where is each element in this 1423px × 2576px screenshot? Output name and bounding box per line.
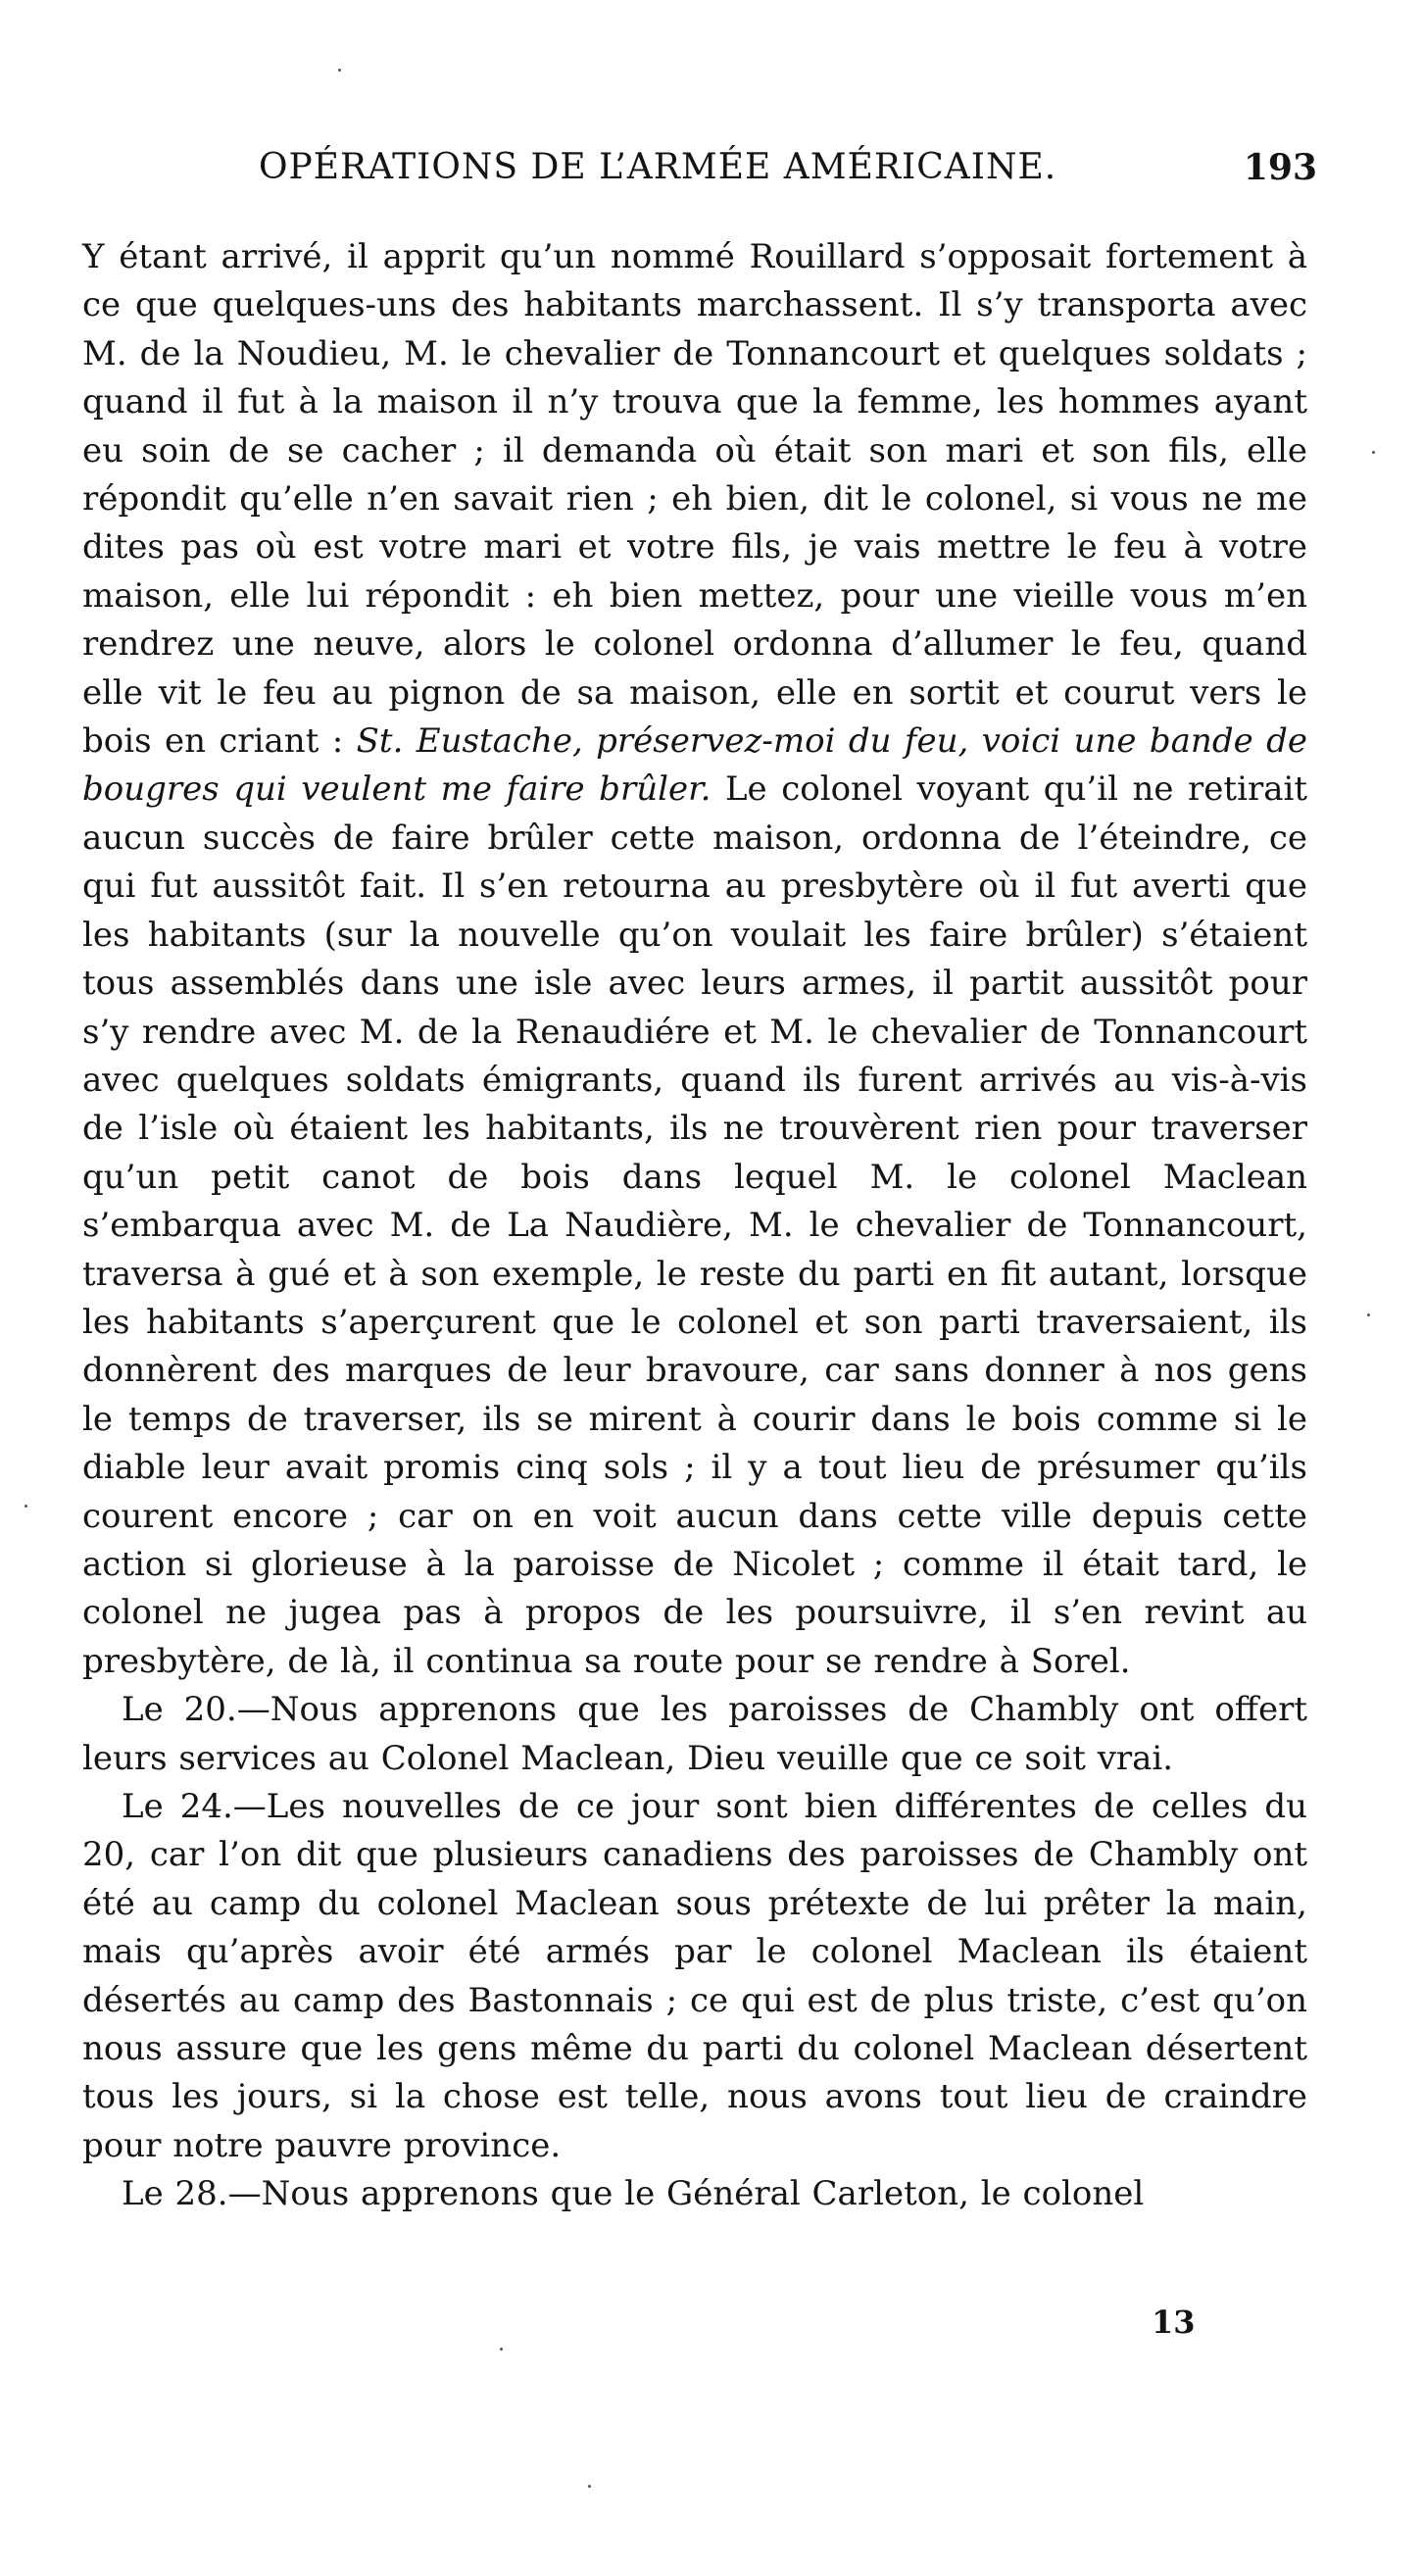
paragraph-1-text: Y étant arrivé, il apprit qu’un nommé Rouillard s’opposait fortement à ce que quelques-uns des habitants marchassent. Il s’y transporta avec M. de la Noudieu, M. le chevalier de Tonnancourt et quelques soldats ; quand il fut à la maison il n’y trouva que la femme, les hommes ayant eu soin de se cacher ; il demanda où était son mari et son fils, elle répondit qu’elle n’en savait rien ; eh bien, dit le colonel, si vous ne me dites pas où est votre mari et votre fils, je vais mettre le feu à votre maison, elle lui répondit : eh bien mettez, pour une vieille vous m’en rendrez une neuve, alors le colonel ordonna d’allumer le feu, quand elle vit le feu au pignon de sa maison, elle en sortit et courut vers le bois en criant : bbox=[82, 237, 1307, 762]
paragraph-4: Le 28.—Nous apprenons que le Général Carleton, le colonel bbox=[122, 2174, 1145, 2214]
scan-speck bbox=[588, 2485, 591, 2488]
scan-speck bbox=[25, 1505, 27, 1508]
italic-quote: St. Eustache, préservez-moi du feu, voici une bande de bougres qui veulent me faire brûler. bbox=[82, 721, 1307, 810]
running-head bbox=[82, 147, 1317, 206]
scan-speck bbox=[338, 69, 341, 72]
running-title: OPÉRATIONS DE L’ARMÉE AMÉRICAINE. bbox=[259, 147, 1057, 187]
paragraph-3: Le 24.—Les nouvelles de ce jour sont bien différentes de celles du 20, car l’on dit que plusieurs canadiens des paroisses de Chambly ont été au camp du colonel Maclean sous prétexte de lui prêter la main, mais qu’après avoir été armés par le colonel Maclean ils étaient désertés au camp des Bastonnais ; ce qui est de plus triste, c’est qu’on nous assure que les gens même du parti du colonel Maclean désertent tous les jours, si la chose est telle, nous avons tout lieu de craindre pour notre pauvre province. bbox=[82, 1787, 1307, 2165]
book-page bbox=[82, 147, 1317, 2219]
signature-mark: 13 bbox=[1152, 2304, 1196, 2341]
paragraph-1 bbox=[82, 233, 1307, 1686]
paragraph-1-continuation: Le colonel voyant qu’il ne retirait aucun succès de faire brûler cette maison, ordonna de l’éteindre, ce qui fut aussitôt fait. Il s’en retourna au presbytère où il fut averti que les habitants (sur la nouvelle qu’on voulait les faire brûler) s’étaient tous assemblés dans une isle avec leurs armes, il partit aussitôt pour s’y rendre avec M. de la Renaudiére et M. le chevalier de Tonnancourt avec quelques soldats émigrants, quand ils furent arrivés au vis-à-vis de l’isle où étaient les habitants, ils ne trouvèrent rien pour traverser qu’un petit canot de bois dans lequel M. le colonel Maclean s’embarqua avec M. de La Naudière, M. le chevalier de Tonnancourt, traversa à gué et à son exemple, le reste du parti en fit autant, lorsque les habitants s’aperçurent que le colonel et son parti traversaient, ils donnèrent des marques de leur bravoure, car sans donner à nos gens le temps de traverser, ils se mirent à courir dans le bois comme si le diable leur avait promis cinq sols ; il y a tout lieu de présumer qu’ils courent encore ; car on en voit aucun dans cette ville depuis cette action si glorieuse à la paroisse de Nicolet ; comme il était tard, le colonel ne jugea pas à propos de les poursuivre, il s’en revint au presbytère, de là, il continua sa route pour se rendre à Sorel. bbox=[82, 769, 1308, 1681]
scan-speck bbox=[500, 2348, 503, 2351]
paragraph-2: Le 20.—Nous apprenons que les paroisses de Chambly ont offert leurs services au Colonel Maclean, Dieu veuille que ce soit vrai. bbox=[82, 1690, 1307, 1778]
scan-speck bbox=[1372, 451, 1375, 454]
scan-speck bbox=[1367, 1313, 1370, 1316]
body-text bbox=[82, 233, 1307, 2219]
page-number: 193 bbox=[1243, 147, 1317, 188]
